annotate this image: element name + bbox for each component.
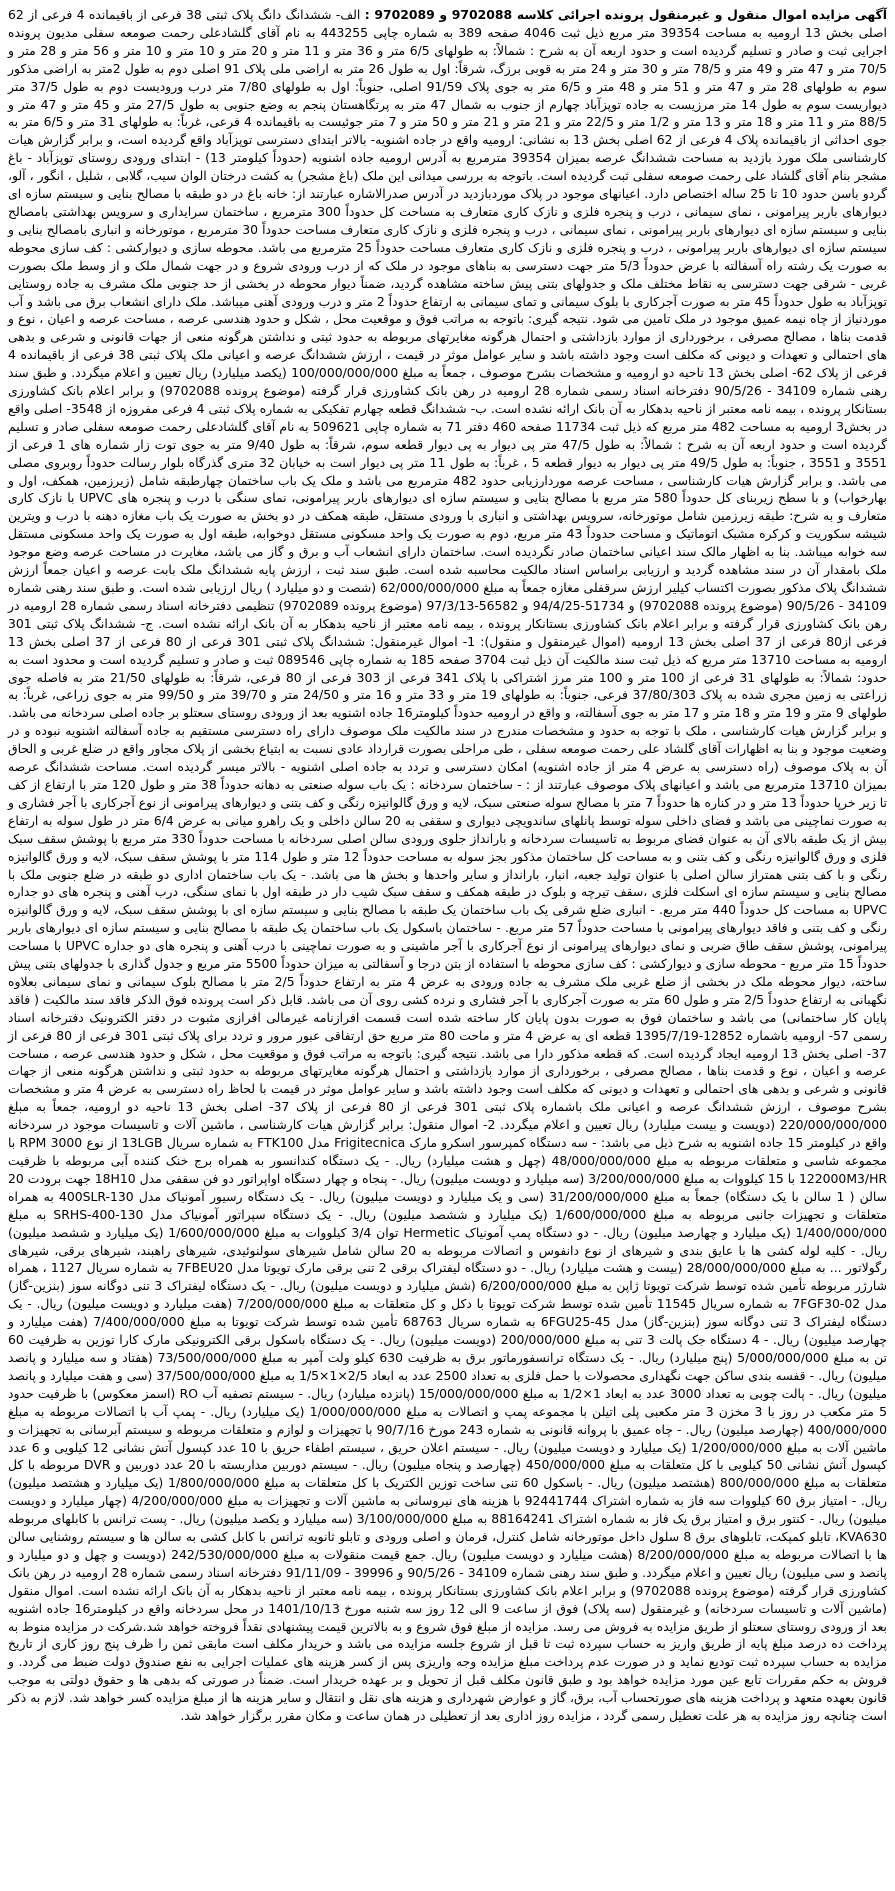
notice-body: الف- ششدانگ دانگ پلاک ثبتی 38 فرعی از باقیمانده 4 فرعی از 62 اصلی بخش 13 ارومیه به مساحت 39354 متر مربع ذیل ثبت 4046 صفحه 389 به شماره چاپی 443255 به نام آقای گلشادعلی رحمت صومعه سفلی مدیون پرونده اجرایی ثبت و صادر و تسلیم گردیده است و حدود اربعه آن به شرح : شمالاً: به طولهای 6/5 متر و 36 متر و 11 متر و 20 متر و 10 متر و 10 متر و 56 متر و 28 متر و 70/5 متر و 47 متر و 49 متر و 78/5 متر و 30 متر و 24 متر به قوبی برزگ، شرقاً: اول به طول 26 متر به اراضی ملی پلاک 91 اصلی دوم به طول 2متر به اراضی مذکور سوم به طولهای 28 متر و 47 متر و 51 متر و 48 متر و 6/5 متر به جوی پلاک 91/59 اصلی، جنوباً: اول به طولهای 7/80 متر درب ورودیست دوم به طول 37/5 متر دیواریست سوم به طول 14 متر مرزیست به جاده توپزآباد چهارم از جنوب به شمال 47 متر به پرتگاهستان پنجم به وضع جنوبی به طول 27/5 متر و 45 متر و 47 متر و 88/5 متر و 11 متر و 18 متر و 13 متر و 1/2 متر و 22/5 متر و 21 متر و 21 متر و 50 متر و 7 متر جوئیست به باقیمانده 4 فرعی، غرباً: به طولهای 31 متر و 6/5 متر به جوی احداثی از باقیمانده پلاک 4 فرعی از 62 اصلی بخش 13 به نشانی: ارومیه واقع در جاده اشنویه- بالاتر ابتدای دسترسی توپزآباد واقع گردیده است، و برابر گزارش هیات کارشناسی ملک مورد بازدید به مساحت ششدانگ عرصه بمیزان 39354 مترمربع به آدرس ارومیه جاده اشنویه (حدوداً کیلومتر 13) - ابتدای ورودی روستای توپزآباد - باغ مشجر بنام آقای گلشاد علی رحمت صومعه سفلی ثبت گردیده است. باتوجه به بررسی میدانی این ملک (باغ مشجر) به کشت درختان الوان سیب، گلابی ، شلیل ، انگور ، آلو، گردو باسن حدود 10 تا 25 ساله اختصاص دارد. اعیانهای موجود در پلاک موردبازدید در آدرس صدرالاشاره عبارتند از: خانه باغ در دو طبقه با مصالح بنایی و سیستم سازه ای دیوارهای باربر پیرامونی ، نمای سیمانی ، درب و پنجره فلزی و نازک کاری متعارف به مساحت کل حدوداً 300 مترمربع ، ساختمان سرایداری و سرویس بهداشتی بامصالح بنایی و سیستم سازه ای دیوارهای باربر پیرامونی ، نمای سیمانی ، درب و پنجره فلزی و نازک کاری متعارف مساحت حدوداً 30 مترمربع ، موتورخانه و انباری بامصالح بنایی و سیستم سازه ای دیوارهای باربر پیرامونی ، درب و پنجره فلزی و نازک کاری متعارف مساحت حدوداً 25 مترمربع می باشد. محوطه سازی و دیوارکشی : کف سازی محوطه به صورت یک رشته راه آسفالته با عرض حدوداً 5/3 متر جهت دسترسی به بناهای موجود در ملک که از درب ورودی شروع و در جهت شمال ملک و از وسط ملک بصورت غربی - شرقی جهت دسترسی به نقاط مختلف ملک و جدولهای بتنی پیش ساخته مشاهده گردید، ضمناً دیوار محوطه در بخشی از حد جنوبی ملک مشرف به جاده روستایی توپزآباد به طول حدوداً 45 متر به صورت آجرکاری با بلوک سیمانی و تمای سیمانی به ارتفاع حدوداً 2 متر و درب ورودی آهنی میباشد. ملک دارای انشعاب برق می باشد و آب موردنیاز از چاه نیمه عمیق موجود در ملک تامین می شود. نتیجه گیری: باتوجه به مراتب فوق و موقعیت محل ، شکل و حدود هندسی عرصه ، مساحت عرصه و اعیان ، نوع و قدمت بناها ، مصالح مصرفی ، برخورداری از موارد بازداشتی و احتمال هرگونه مغایرتهای مربوطه به حدود ثبتی و نداشتن هرگونه منعی از جهات قانونی و شرعی و بدهی های احتمالی و تعهدات و دیونی که مکلف است وجود داشته باشد و سایر عوامل موثر در قیمت ، ارزش ششدانگ عرصه و اعیانی ملک پلاک ثبتی 38 فرعی از باقیمانده 4 فرعی از پلاک 62- اصلی بخش 13 ناحیه دو ارومیه و مشخصات بشرح موصوف ، جمعاً به مبلغ 100/000/000/000 (یکصد میلیارد) ریال تعیین و اعلام میگردد. و طبق سند رهنی شماره 34109 - 90/5/26 دفترخانه اسناد رسمی شماره 28 ارومیه در رهن بانک کشاورزی قرار گرفته (موضوع پرونده 9702088) و برابر اعلام بانک کشاورزی بستانکار پرونده ، بیمه نامه معتبر از ناحیه بدهکار به آن بانک ارائه نشده است. ب- ششدانگ قطعه چهارم تفکیکی به شماره پلاک ثبتی 4 فرعی مفروزه از 3548- اصلی واقع در بخش3 ارومیه به مساحت 482 متر مربع که ذیل ثبت 11734 صفحه 460 دفتر 71 به شماره چاپی 509621 به نام آقای گلشادعلی رحمت صومعه سفلی صادر و تسلیم گردیده است و حدود اربعه آن به شرح : شمالاً: به طول 47/5 متر پی دیوار به پی دیوار قطعه سوم، شرقاً: به طول 9/40 متر به جوی توت زار شماره های 1 فرعی از 3551 و 3551 ، جنوباً: به طول 49/5 متر پی دیوار به دیوار قطعه 5 ، غرباً: به طول 11 متر پی دیوار است به خیابان 32 متری گذرگاه بلوار رسالت حدوداً روبروی مصلی می باشد. و برابر گزارش هیات کارشناسی ، مساحت عرصه موردارزیابی حدود 482 مترمربع می باشد و ملک یک باب ساختمان چهارطبقه شامل (زیرزمین، همکف، اول و بهارخواب) و با سطح زیربنای کل حدوداً 580 متر مربع با مصالح بنایی و سیستم سازه ای دیوارهای باربر پیرامونی، نمای سنگی با درب و پنجره های UPVC با نازک کاری متعارف و به شرح: طبقه زیرزمین شامل موتورخانه، سرویس بهداشتی و انباری با ورودی مستقل، طبقه همکف در دو بخش به صورت یک باب مغازه دهنه با درب و ویترین شیشه سکوریت و کرکره مشبک اتوماتیک و مساحت حدوداً 43 متر مربع، دوم به صورت یک واحد مسکونی مستقل دوخوابه، طبقه اول به صورت یک واحد مسکونی مستقل سه خوابه میباشد. بنا به اظهار مالک سند اعیانی ساختمان صادر نگردیده است. ساختمان دارای انشعاب آب و برق و گاز می باشد، مغایرت در مساحت عرصه وضع موجود ملک بامقدار آن در سند مشاهده گردید و ارزیابی براساس اسناد مالکیت محاسبه شده است. طبق سند ثبت ، ارزش پایه ششدانگ ملک بابت عرصه و اعیان جمعاً ارزش ششدانگ پلاک مذکور بصورت اکتساب کیلیر ارزش سرقفلی مغازه جمعاً به مبلغ 62/000/000/000 (شصت و دو میلیارد ) ریال ارزیابی شده است. و طبق سند رهنی شماره 34109 - 90/5/26 (موضوع پرونده 9702088) و 51734-94/4/25 و 56582-97/3/13 (موضوع پرونده 9702089) تنظیمی دفترخانه اسناد رسمی شماره 28 ارومیه در رهن بانک کشاورزی قرار گرفته و برابر اعلام بانک کشاورزی بستانکار پرونده ، بیمه نامه معتبر از ناحیه بدهکار به آن بانک ارائه نشده است. ج- ششدانگ پلاک ثبتی 301 فرعی از80 فرعی از 37 اصلی بخش 13 ارومیه (اموال غیرمنقول و منقول): 1- اموال غیرمنقول: ششدانگ پلاک ثبتی 301 فرعی از 80 فرعی از 37 اصلی بخش 13 ارومیه به مساحت 13710 متر مربع که ذیل ثبت سند مالکیت آن ذیل ثبت 3704 صفحه 185 به شماره چاپی 089546 ثبت و صادر و تسلیم گردیده است و محدود است به حدود: شمالاً: به طولهای 31 فرعی از 100 متر و 100 متر مرز اشتراکی با پلاک 341 فرعی از 303 فرعی از 80 فرعی، شرقاً: به طولهای 21/50 متر به فاصله جوی زراعتی به زمین مجری شده به پلاک 37/80/303 فرعی، جنوباً: به طولهای 19 متر و 33 متر و 16 متر و 24/50 متر و 39/70 متر و 99/50 متر به جوی زراعی، غرباً: به طولهای 9 متر و 19 متر و 18 متر و 17 متر به جوی آسفالته، و واقع در ارومیه حدوداً کیلومتر16 جاده اشنویه بعد از ورودی روستای سعتلو بر جاده اصلی سردخانه می باشد. و برابر گزارش هیات کارشناسی ، ملک با توجه به حدود و مشخصات مندرج در سند مالکیت ملک موصوف دارای راه دسترسی مستقیم به جاده آسفالته اشنویه نبوده و در وضعیت موجود و بنا به اظهارات آقای گلشاد علی رحمت صومعه سفلی ، طی مراحلی بصورت قرارداد عادی نسبت به ابتیاع بخشی از پلاک مجاور واقع در ضلع غربی و الحاق آن به پلاک موصوف (راه دسترسی به عرض 4 متر از جاده اشنویه) امکان دسترسی و تردد به جاده اصلی اشنویه - بالاتر میسر گردیده است. مساحت ششدانگ عرصه بمیزان 13710 مترمربع می باشد و اعیانهای پلاک موصوف عبارتند از : - ساختمان سردخانه : یک باب سوله صنعتی به دهانه حدوداً 38 متر و طول 120 متر با ارتفاع از کف تا زیر خرپا حدوداً 13 متر و در کناره ها حدوداً 7 متر با مصالح سوله صنعتی سبک، لایه و ورق گالوانیزه رنگی و کف بتنی و دیوارهای پیرامونی از نوع آجرکاری با آجر فشاری و به صورت نماچینی می باشد و فضای داخلی سوله توسط پانلهای ساندویچی دیواری و سقفی به 20 سالن داخلی و یک راهرو میانی به عرض 6/4 متر در طول سوله به ارتفاع بیش از یک طبقه بالای آن به عنوان فضای مربوط به تاسیسات سردخانه و بارانداز جلوی ورودی سالن اصلی سردخانه با مساحت حدوداً 330 متر مربع با پوشش سقف سبک فلزی و ورق گالوانیزه رنگی و کف بتنی و به مساحت کل ساختمان مذکور بجز سوله به مساحت حدوداً 12 متر و طول 114 متر با پوشش سقف سبک، لایه و ورق گالوانیزه رنگی و با کف بتنی همتراز سالن اصلی با عنوان تولید جعبه، انبار، بارانداز و سایر واحدها و بخش ها می باشد. - یک باب ساختمان اداری دو طبقه در ضلع جنوبی ملک با مصالح بنایی و سیستم سازه ای اسکلت فلزی ،سقف تیرچه و بلوک در طبقه همکف و سقف سبک شیب دار در طبقه اول با نمای سنگی، درب آهنی و پنجره های دو جداره UPVC به مساحت کل حدوداً 440 متر مربع. - انباری ضلع شرقی یک باب ساختمان یک طبقه با مصالح بنایی و سیستم سازه ای با پوشش سقف سبک، لایه و ورق گالوانیزه رنگی و کف بتنی و فاقد دیوارهای پیرامونی با مساحت حدوداً 57 متر مربع. - ساختمان باسکول یک باب ساختمان یک طبقه با مصالح بنایی و سیستم سازه ای دیوارهای باربر پیرامونی، پوشش سقف طاق ضربی و نمای دیوارهای پیرامونی از نوع آجرکاری با آجر ماشینی و به صورت نماچینی با درب آهنی و پنجره های دو جداره UPVC با مساحت حدوداً 15 متر مربع - محوطه سازی و دیوارکشی : کف سازی محوطه با استفاده از بتن درجا و آسفالتی به میزان حدوداً 5500 متر مربع و جدول گذاری با جدولهای بتنی پیش ساخته، دیوار محوطه ملک در بخشی از ضلع غربی ملک مشرف به جاده ورودی به عرض 4 متر به ارتفاع حدوداً 2/5 متر با مصالح بلوک سیمانی و نمای سیمانی بعلاوه نگهبانی به ارتفاع حدوداً 2/5 متر و طول 60 متر به صورت آجرکاری با آجر فشاری و نرده کشی روی آن می باشد. قابل ذکر است پرونده فوق الذکر فاقد سند مالکیت ( فاقد پایان کار ساختمانی) می باشد و ساختمان فوق به صورت بدون پایان کار ساخته شده است قسمت افرازنامه غیرمالی افرازی مثبوت در دفتر الکترونیک دفترخانه اسناد رسمی 57- ارومیه باشماره 12852-1395/7/19 قطعه ای به عرض 4 متر و ماحت 80 متر مربع حق ارتفاقی عبور مرور و تردد برای پلاک ثبتی 301 فرعی از 80 فرعی از 37- اصلی بخش 13 ارومیه ایجاد گردیده است. که قطعه مذکور دارا می باشد. نتیجه گیری: باتوجه به مراتب فوق و موقعیت محل ، شکل و حدود هندسی عرصه ، مساحت عرصه و اعیان ، نوع و قدمت بناها ، مصالح مصرفی ، برخورداری از موارد بازداشتی و احتمال هرگونه مغایرتهای مربوطه به حدود ثبتی و نداشتن هرگونه منعی از جهات قانونی و شرعی و بدهی های احتمالی و تعهدات و دیونی که مکلف است وجود داشته باشد و سایر عوامل موثر در قیمت با لحاظ راه دسترسی به عرض 4 متر و مشخصات بشرح موصوف ، ارزش ششدانگ عرصه و اعیانی ملک باشماره پلاک ثبتی 301 فرعی از 80 فرعی از پلاک 37- اصلی بخش 13 ناحیه دو ارومیه، جمعاً به مبلغ 220/000/000/000 (دویست و بیست میلیارد) ریال تعیین و اعلام میگردد. 2- اموال منقول: برابر گزارش هیات کارشناسی ، ماشین آلات و تاسیسات موجود در سردخانه واقع در کیلومتر 15 جاده اشنویه به شرح ذیل می باشد: - سه دستگاه کمپرسور اسکرو مارک Frigitecnica مدل FTK100 به شماره سریال 13LGB از نوع RPM 3000 با مجموعه شاسی و متعلقات مربوطه به مبلغ 48/000/000/000 (چهل و هشت میلیارد) ریال. - یک دستگاه کندانسور به همراه برج خنک کننده آبی مربوطه با ظرفیت 122000M3/HR با 15 کیلووات به مبلغ 3/200/000/000 (سه میلیارد و دویست میلیون) ریال. - پنجاه و چهار دستگاه اواپراتور دو فن سقفی مدل 18H10 جهت برودت 20 سالن ( 1 سالن با یک دستگاه) جمعاً به مبلغ 31/200/000/000 (سی و یک میلیارد و دویست میلیون) ریال. - یک دستگاه رسیور آمونیاک مدل 400SLR-130 به همراه متعلقات و تجهیزات جانبی مربوطه به مبلغ 1/600/000/000 (یک میلیارد و ششصد میلیون) ریال. - یک دستگاه سپراتور آمونیاک مدل 130-400-SRHS به مبلغ 1/400/000/000 (یک میلیارد و چهارصد میلیون) ریال. - دو دستگاه پمپ آمونیاک Hermetic توان 3/4 کیلووات به مبلغ 1/600/000/000 (یک میلیارد و ششصد میلیون) ریال. - کلیه لوله کشی ها با عایق بندی و شیرهای از نوع دانفوس و اتصالات مربوطه به 20 سالن شامل شیرهای سولنوئیدی، شیرهای راهبند، شیرهای برقی، شیرهای رگولاتور ... به مبلغ 28/000/000/000 (بیست و هشت میلیارد) ریال. - دو دستگاه لیفتراک برقی 2 تنی برقی مارک تویوتا مدل 7FBEU20 به شماره سریال 1127 ، همراه شارژر مربوطه تأمین شده توسط شرکت تویوتا ژاپن به مبلغ 6/200/000/000 (شش میلیارد و دویست میلیون) ریال. - یک دستگاه لیفتراک 3 تنی دوگانه سوز (بنزین-گاز) مدل 7FGF30-02 به شماره سریال 11545 تأمین شده توسط شرکت تویوتا با دکل و کل متعلقات به مبلغ 7/200/000/000 (هفت میلیارد و دویست میلیون) ریال. - یک دستگاه لیفتراک 3 تنی دوگانه سوز (بنزین-گاز) مدل 6FGU25-45 به شماره سریال 68763 تأمین شده توسط شرکت تویوتا به مبلغ 7/400/000/000 (هفت میلیارد و چهارصد میلیون) ریال. - 4 دستگاه جک پالت 3 تنی به مبلغ 200/000/000 (دویست میلیون) ریال. - یک دستگاه باسکول برقی الکترونیکی مارک کارا توزین به ظرفیت 60 تن به مبلغ 5/000/000/000 (پنج میلیارد) ریال. - یک دستگاه ترانسفورماتور برق به ظرفیت 630 کیلو ولت آمپر به مبلغ 73/500/000/000 (هفتاد و سه میلیارد و پانصد میلیون) ریال. - قفسه بندی ساکن جهت نگهداری محصولات با حمل فلزی به تعداد 2500 عدد به ابعاد 2/5×1×1/5 به مبلغ 37/500/000/000 (سی و هفت میلیارد و پانصد میلیون) ریال. - پالت چوبی به تعداد 3000 عدد به ابعاد 1×1/2 به مبلغ 15/000/000/000 (پانزده میلیارد) ریال. - سیستم تصفیه آب RO (اسمز معکوس) با ظرفیت حدود 5 متر مکعب در روز با 3 مخزن 3 متر مکعبی پلی اتیلن با مجموعه پمپ و اتصالات به مبلغ 1/000/000/000 (یک میلیارد) ریال. - پمپ آب با اتصالات مربوطه به مبلغ 400/000/000 (چهارصد میلیون) ریال. - چاه عمیق با پروانه قانونی به شماره 243 مورخ 90/7/16 با تجهیزات و لوازم و متعلقات مربوطه و سیستم آبرسانی به تجهیزات و ماشین آلات به مبلغ 1/200/000/000 (یک میلیارد و دویست میلیون) ریال. - سیستم اعلان حریق ، سیستم اطفاء حریق با 10 عدد کپسول آتش نشانی 12 کیلویی و 6 عدد کپسول آتش نشانی 50 کیلویی با کل متعلقات به مبلغ 450/000/000 (چهارصد و پنجاه میلیون) ریال. - سیستم دوربین مداربسته با 20 عدد دوربین و DVR مربوطه با کل متعلقات به مبلغ 800/000/000 (هشتصد میلیون) ریال. - باسکول 60 تنی ساخت توزین الکتریک با کل متعلقات به مبلغ 1/800/000/000 (یک میلیارد و هشتصد میلیون) ریال. - امتیاز برق 60 کیلووات سه فاز به شماره اشتراک 92441744 با هزینه های نیروسانی به ماشین آلات و تجهیزات به مبلغ 4/200/000/000 (چهار میلیارد و دویست میلیون) ریال. - کنتور برق و امتیاز برق یک فاز به شماره اشتراک 88164241 به مبلغ 3/100/000/000 (سه میلیارد و یکصد میلیون) ریال. - پست ترانس با کابلهای مربوطه KVA630، تابلو کمپکت، تابلوهای برق 8 سلول داخل موتورخانه شامل کنترل، فرمان و اصلی ورودی و تابلو ثانویه ترانس با کابل کشی به سالن ها و سیستم روشنایی سالن ها با اتصالات مربوطه به مبلغ 8/200/000/000 (هشت میلیارد و دویست میلیون) ریال. جمع قیمت منقولات به مبلغ 242/530/000/000 (دویست و چهل و دو میلیارد و پانصد و سی میلیون) ریال تعیین و اعلام میگردد. و طبق سند رهنی شماره 34109 - 90/5/26 و 39996 - 91/11/09 دفترخانه اسناد رسمی شماره 28 ارومیه در رهن بانک کشاورزی قرار گرفته (موضوع پرونده 9702088) و برابر اعلام بانک کشاورزی بستانکار پرونده ، بیمه نامه معتبر از ناحیه بدهکار به آن بانک ارائه نشده است. اموال منقول (ماشین آلات و تاسیسات سردخانه) و غیرمنقول (سه پلاک) فوق از ساعت 9 الی 12 روز سه شنبه مورخ 1401/10/13 در محل سردخانه واقع در کیلومتر16 جاده اشنویه بعد از ورودی روستای سعتلو از طریق مزایده به فروش می رسد. مزایده از مبلغ فوق شروع و به بالاترین قیمت پیشنهادی نقداً فروخته خواهد شد.شرکت در مزایده منوط به پرداخت ده درصد مبلغ پایه از طریق واریز به حساب سپرده ثبت تا قبل از شروع جلسه مزایده می باشد و خریدار مکلف است مابقی ثمن را ظرف پنج روز کاری از تاریخ مزایده به حساب سپرده ثبت تودیع نماید و در صورت عدم پرداخت مبلغ مزایده وجه واریزی پس از کسر هزینه های عملیات اجرایی به نفع صندوق دولت ضبط می گردد. و فروش به حکم مقررات تابع عین مورد مزایده خواهد بود و طبق قانون مکلف قبل از تحویل و بر عهده خریدار است. ضمناً در صورتی که بدهی ها و حقوق دولتی به موجب قانون بعهده متعهد و پرداخت هزینه های صورتحساب آب، برق، گاز و عوارض شهرداری و هزینه های نقل و انتقال و سایر هزینه ها از مبلغ مزایده کسر خواهد شد. لازم به ذکر است چنانچه روز مزایده به هر علت تعطیل رسمی گردد ، مزایده روز اداری بعد از تعطیلی در همان ساعت و مکان مقرر برگزار خواهد شد.: [8, 7, 888, 1724]
auction-notice: [8, 6, 887, 1725]
notice-heading: آگهی مزایده اموال منقول و غیرمنقول پرونده اجرائی کلاسه 9702088 و 9702089 :: [364, 7, 887, 22]
